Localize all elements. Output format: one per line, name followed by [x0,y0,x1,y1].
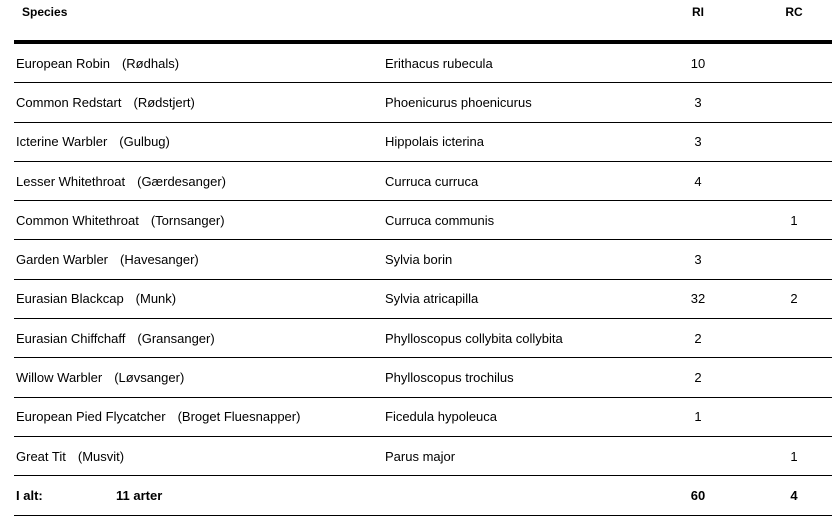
latin-name: Parus major [385,448,456,464]
species-name: Garden Warbler [16,252,108,268]
rc-value: 2 [790,291,798,307]
latin-name: Curruca communis [385,212,495,228]
species-local-name: (Rødhals) [121,55,180,71]
table-row [14,398,832,437]
table-row [14,44,832,83]
rc-value: 1 [790,448,798,464]
species-name: Icterine Warbler [16,134,108,150]
table-row [14,162,832,201]
species-cell [16,319,215,357]
table-row [14,123,832,162]
latin-name: Phoenicurus phoenicurus [385,94,532,110]
rc-value [774,83,814,121]
species-local-name: (Rødstjert) [133,94,195,110]
species-cell [16,162,226,200]
ri-value: 4 [694,173,702,189]
table-row [14,358,832,397]
species-name: European Robin [16,55,110,71]
latin-name: Erithacus rubecula [385,55,493,71]
species-name: Eurasian Chiffchaff [16,330,126,346]
species-name: European Pied Flycatcher [16,409,166,425]
species-name: Eurasian Blackcap [16,291,124,307]
species-local-name: (Havesanger) [120,252,199,268]
rc-value [774,240,814,278]
species-local-name: (Broget Fluesnapper) [177,409,301,425]
ri-value: 3 [694,252,702,268]
rc-value [774,44,814,82]
ri-value [678,437,718,475]
species-cell [16,280,176,318]
ri-value: 2 [694,330,702,346]
species-local-name: (Tornsanger) [150,212,225,228]
species-cell [16,437,124,475]
species-local-name: (Gulbug) [119,134,170,150]
latin-name: Hippolais icterina [385,134,484,150]
species-table [14,0,832,516]
ri-value: 1 [694,409,702,425]
latin-name: Phylloscopus trochilus [385,370,514,386]
rc-value [774,358,814,396]
species-cell [16,240,199,278]
rc-value [774,398,814,436]
ri-value: 2 [694,370,702,386]
table-footer [14,476,832,515]
species-local-name: (Munk) [135,291,177,307]
table-row [14,83,832,122]
species-cell [16,123,170,161]
total-label: I alt: [16,487,43,503]
species-name: Lesser Whitethroat [16,173,126,189]
species-count: 11 arter [116,487,163,503]
ri-value: 3 [694,94,702,110]
ri-value: 3 [694,134,702,150]
rc-value [774,319,814,357]
species-name: Common Whitethroat [16,212,139,228]
table-row [14,240,832,279]
species-cell [16,398,300,436]
latin-name: Sylvia borin [385,252,453,268]
species-name: Great Tit [16,448,66,464]
table-row [14,437,832,476]
species-local-name: (Musvit) [77,448,125,464]
table-header [14,0,832,44]
species-cell [16,83,195,121]
table-row [14,319,832,358]
rc-total: 4 [790,487,798,503]
species-local-name: (Løvsanger) [114,370,185,386]
latin-name: Ficedula hypoleuca [385,409,498,425]
species-name: Common Redstart [16,94,122,110]
rc-value [774,123,814,161]
ri-value: 32 [690,291,706,307]
species-cell [16,44,179,82]
header-ri: RI [692,5,704,19]
species-cell [16,201,225,239]
species-local-name: (Gransanger) [137,330,215,346]
table-row [14,201,832,240]
table-row [14,280,832,319]
rc-value [774,162,814,200]
rc-value: 1 [790,212,798,228]
header-rc: RC [785,5,803,19]
ri-value: 10 [690,55,706,71]
latin-name: Curruca curruca [385,173,479,189]
species-cell [16,358,184,396]
header-species: Species [22,5,68,19]
latin-name: Phylloscopus collybita collybita [385,330,563,346]
species-name: Willow Warbler [16,370,103,386]
latin-name: Sylvia atricapilla [385,291,479,307]
ri-total: 60 [690,487,706,503]
species-local-name: (Gærdesanger) [137,173,226,189]
ri-value [678,201,718,239]
